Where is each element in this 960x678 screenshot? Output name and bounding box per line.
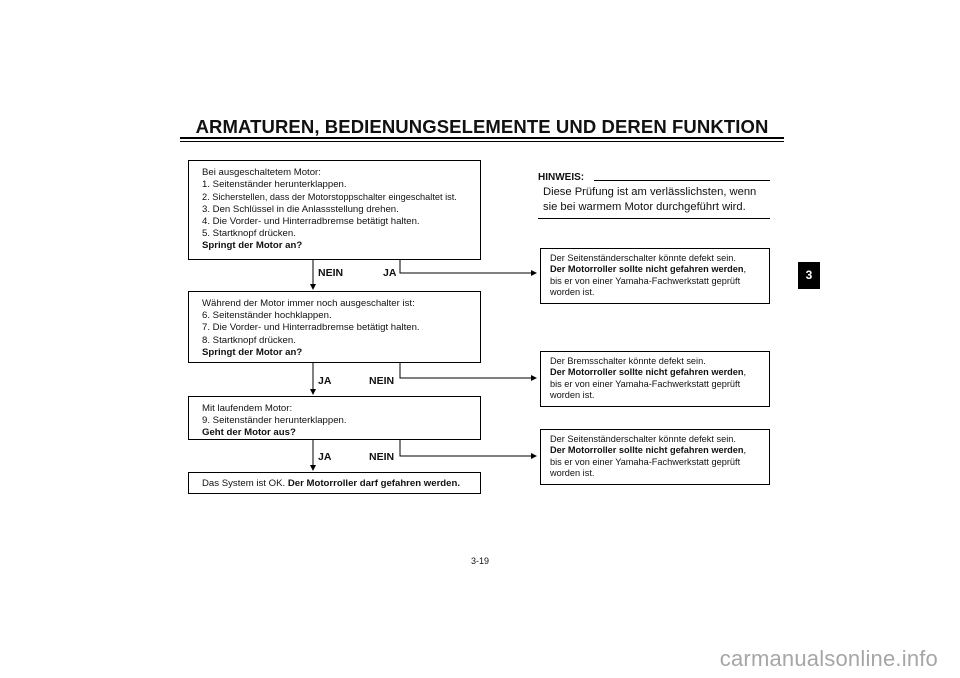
branch1-right-label: JA bbox=[383, 267, 397, 279]
step1-line: 5. Startknopf drücken. bbox=[202, 228, 296, 240]
result2-line3: bis er von einer Yamaha-Fachwerkstatt geprüft bbox=[550, 378, 741, 389]
step1-line: 2. Sicherstellen, dass der Motorstoppschalter eingeschaltet ist. bbox=[202, 192, 457, 203]
result3-line4: worden ist. bbox=[550, 467, 595, 478]
page-title: ARMATUREN, BEDIENUNGSELEMENTE UND DEREN FUNKTION bbox=[195, 116, 769, 137]
note-label: HINWEIS: bbox=[538, 172, 585, 183]
flow-step-2 bbox=[188, 291, 481, 363]
result1-warning: Der Motorroller sollte nicht gefahren werden bbox=[550, 264, 744, 275]
arrow-step2-to-result2 bbox=[400, 363, 536, 378]
note-text bbox=[543, 185, 756, 215]
page-number: 3-19 bbox=[470, 556, 489, 566]
arrow-step3-to-result3 bbox=[400, 440, 536, 456]
result3-line2 bbox=[550, 445, 769, 456]
result3-line1: Der Seitenständerschalter könnte defekt sein. bbox=[550, 434, 736, 444]
branch2-left-label: JA bbox=[318, 375, 332, 387]
flow-step-4-result-ok bbox=[188, 472, 481, 494]
branch1-left-label: NEIN bbox=[318, 267, 344, 279]
result3-line3: bis er von einer Yamaha-Fachwerkstatt geprüft bbox=[550, 456, 741, 467]
step2-line: 7. Die Vorder- und Hinterradbremse betätigt halten. bbox=[202, 322, 420, 334]
result3-warning: Der Motorroller sollte nicht gefahren werden bbox=[550, 445, 744, 456]
result-box-2 bbox=[540, 351, 770, 407]
flow-step-1 bbox=[188, 160, 481, 260]
result1-line3: bis er von einer Yamaha-Fachwerkstatt geprüft bbox=[550, 275, 741, 286]
branch3-left-label: JA bbox=[318, 451, 332, 463]
step3-line: 9. Seitenständer herunterklappen. bbox=[202, 415, 347, 427]
result2-comma: , bbox=[743, 367, 747, 378]
note-line: sie bei warmem Motor durchgeführt wird. bbox=[543, 201, 746, 213]
step3-line: Mit laufendem Motor: bbox=[202, 403, 293, 414]
result2-line1: Der Bremsschalter könnte defekt sein. bbox=[550, 356, 706, 366]
note-rule-top bbox=[594, 180, 770, 181]
step1-line: 4. Die Vorder- und Hinterradbremse betätigt halten. bbox=[202, 215, 420, 227]
note-rule-bottom bbox=[538, 218, 770, 219]
result2-warning: Der Motorroller sollte nicht gefahren werden bbox=[550, 367, 744, 378]
result3-comma: , bbox=[743, 445, 747, 456]
watermark: carmanualsonline.info bbox=[719, 646, 938, 671]
step1-question: Springt der Motor an? bbox=[202, 240, 303, 252]
step2-line: Während der Motor immer noch ausgeschalter ist: bbox=[202, 298, 415, 309]
step3-question: Geht der Motor aus? bbox=[202, 427, 296, 439]
step4-bold: Der Motorroller darf gefahren werden. bbox=[287, 478, 461, 489]
branch2-right-label: NEIN bbox=[369, 375, 395, 387]
result1-line4: worden ist. bbox=[550, 286, 595, 297]
step1-line: 1. Seitenständer herunterklappen. bbox=[202, 179, 347, 191]
result1-comma: , bbox=[743, 264, 747, 275]
result1-line2 bbox=[550, 264, 769, 275]
result1-line1: Der Seitenständerschalter könnte defekt sein. bbox=[550, 253, 736, 263]
result-box-3 bbox=[540, 429, 770, 485]
step4-prefix: Das System ist OK. bbox=[202, 478, 288, 489]
step2-line: 8. Startknopf drücken. bbox=[202, 334, 296, 346]
step1-line: 3. Den Schlüssel in die Anlassstellung drehen. bbox=[202, 203, 399, 215]
chapter-tab: 3 bbox=[798, 262, 820, 289]
result2-line4: worden ist. bbox=[550, 389, 595, 400]
note-line: Diese Prüfung ist am verlässlichsten, wenn bbox=[543, 186, 757, 198]
step1-line: Bei ausgeschaltetem Motor: bbox=[202, 167, 321, 178]
result2-line2 bbox=[550, 367, 769, 378]
step2-line: 6. Seitenständer hochklappen. bbox=[202, 310, 332, 322]
step2-question: Springt der Motor an? bbox=[202, 346, 303, 358]
arrow-step1-to-result1 bbox=[400, 260, 536, 273]
branch3-right-label: NEIN bbox=[369, 451, 395, 463]
result-box-1 bbox=[540, 248, 770, 304]
flow-step-3 bbox=[188, 396, 481, 440]
